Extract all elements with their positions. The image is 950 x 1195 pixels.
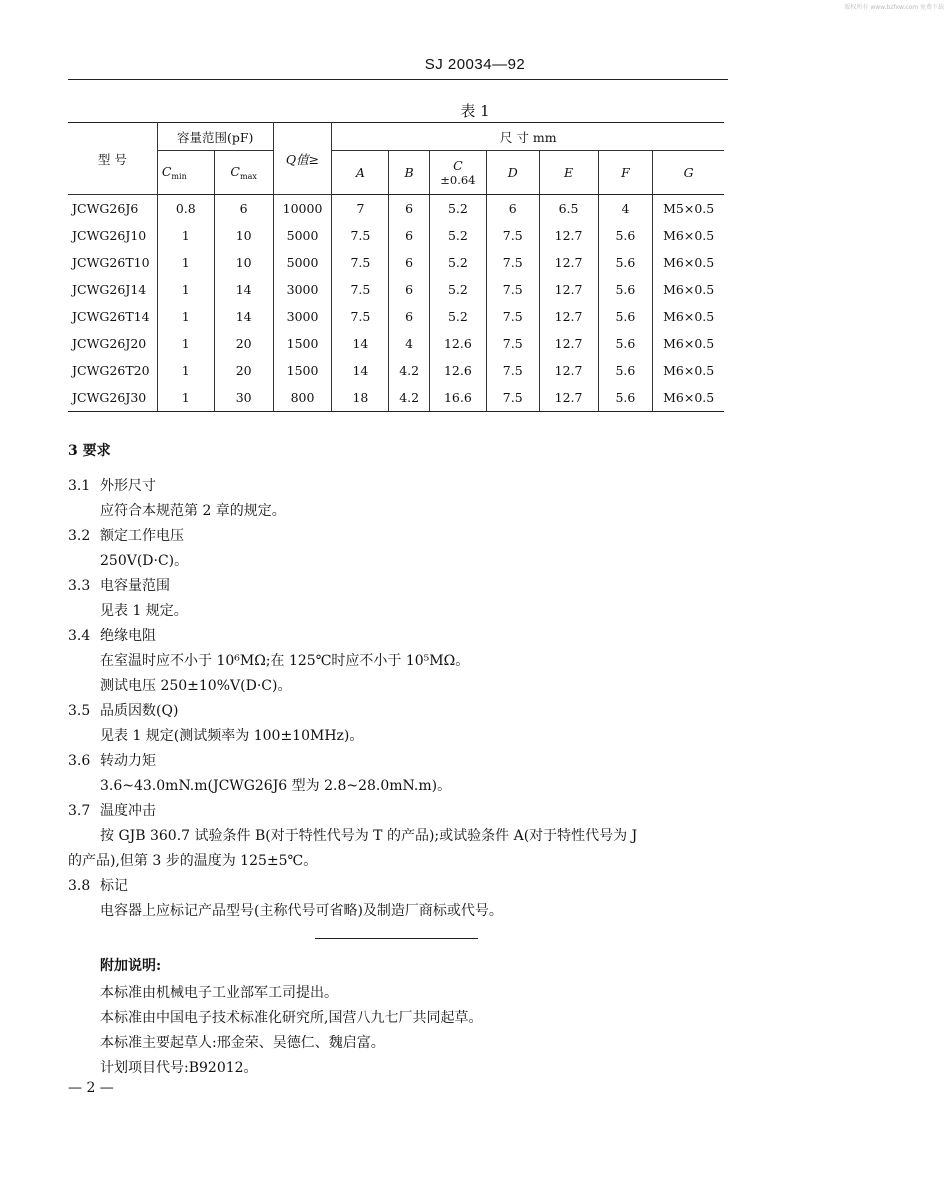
requirement-number: 3.5 <box>68 703 91 719</box>
model-cell: JCWG26J20 <box>68 330 157 357</box>
appendix-line: 本标准主要起草人:邢金荣、吴德仁、魏启富。 <box>100 1035 385 1051</box>
value-cell: 7 <box>332 195 389 223</box>
value-cell: 1 <box>157 303 214 330</box>
model-cell: JCWG26T14 <box>68 303 157 330</box>
value-cell: 30 <box>214 384 273 412</box>
value-cell: 12.7 <box>539 330 598 357</box>
table-row <box>68 303 724 330</box>
header-dim-e: E <box>539 151 598 195</box>
model-cell: JCWG26J30 <box>68 384 157 412</box>
value-cell: 7.5 <box>486 249 539 276</box>
requirement-heading <box>68 525 184 545</box>
value-cell: 5000 <box>273 222 332 249</box>
requirement-title: 转动力矩 <box>100 753 156 769</box>
value-cell: 1 <box>157 249 214 276</box>
header-q-value: Q值≥ <box>273 123 332 195</box>
requirement-body: 的产品),但第 3 步的温度为 125±5℃。 <box>68 853 318 869</box>
header-dim-d: D <box>486 151 539 195</box>
document-code: SJ 20034—92 <box>424 56 526 73</box>
value-cell: M6×0.5 <box>653 357 724 384</box>
value-cell: 6 <box>486 195 539 223</box>
value-cell: 7.5 <box>486 303 539 330</box>
value-cell: 1500 <box>273 357 332 384</box>
table-row <box>68 249 724 276</box>
appendix-title: 附加说明: <box>100 958 162 974</box>
requirement-number: 3.1 <box>68 478 91 494</box>
requirement-body: 应符合本规范第 2 章的规定。 <box>100 503 286 519</box>
value-cell: 6 <box>389 249 430 276</box>
value-cell: 12.6 <box>429 357 486 384</box>
value-cell: 1 <box>157 384 214 412</box>
appendix-line: 本标准由机械电子工业部军工司提出。 <box>100 985 338 1001</box>
value-cell: 14 <box>214 303 273 330</box>
requirement-heading <box>68 875 128 895</box>
value-cell: 1 <box>157 357 214 384</box>
value-cell: 6 <box>389 195 430 223</box>
header-dim-c: C ±0.64 <box>429 151 486 195</box>
table-row <box>68 384 724 412</box>
requirement-body: 按 GJB 360.7 试验条件 B(对于特性代号为 T 的产品);或试验条件 A(对于特性代号为 J <box>100 828 638 844</box>
value-cell: 5.6 <box>598 276 653 303</box>
requirement-title: 外形尺寸 <box>100 478 156 494</box>
value-cell: 12.7 <box>539 249 598 276</box>
requirement-body: 在室温时应不小于 10⁶MΩ;在 125℃时应不小于 10⁵MΩ。 <box>100 653 470 669</box>
value-cell: 12.7 <box>539 222 598 249</box>
value-cell: 14 <box>332 357 389 384</box>
requirement-heading <box>68 750 156 770</box>
table-row <box>68 222 724 249</box>
requirement-number: 3.8 <box>68 878 91 894</box>
requirement-heading <box>68 700 178 720</box>
table-row <box>68 195 724 223</box>
value-cell: 5.2 <box>429 249 486 276</box>
value-cell: 7.5 <box>486 330 539 357</box>
value-cell: 12.7 <box>539 384 598 412</box>
requirement-body: 见表 1 规定。 <box>100 603 188 619</box>
value-cell: 10 <box>214 222 273 249</box>
value-cell: 5.2 <box>429 195 486 223</box>
requirement-number: 3.7 <box>68 803 91 819</box>
header-cmax: $C_{max}$ <box>214 151 273 195</box>
requirement-heading <box>68 575 170 595</box>
value-cell: 18 <box>332 384 389 412</box>
header-rule <box>68 79 728 80</box>
value-cell: M6×0.5 <box>653 276 724 303</box>
requirement-title: 温度冲击 <box>100 803 156 819</box>
value-cell: 3000 <box>273 276 332 303</box>
value-cell: 6 <box>214 195 273 223</box>
model-cell: JCWG26T20 <box>68 357 157 384</box>
value-cell: 5.2 <box>429 276 486 303</box>
value-cell: 5.2 <box>429 222 486 249</box>
value-cell: 10 <box>214 249 273 276</box>
header-dim-a: A <box>332 151 389 195</box>
value-cell: 12.7 <box>539 303 598 330</box>
value-cell: 6 <box>389 303 430 330</box>
value-cell: 5.6 <box>598 384 653 412</box>
value-cell: 3000 <box>273 303 332 330</box>
value-cell: 12.7 <box>539 276 598 303</box>
requirement-title: 标记 <box>100 878 128 894</box>
appendix-line: 计划项目代号:B92012。 <box>100 1060 258 1076</box>
value-cell: 16.6 <box>429 384 486 412</box>
requirement-heading <box>68 625 156 645</box>
value-cell: 5.6 <box>598 222 653 249</box>
model-cell: JCWG26J10 <box>68 222 157 249</box>
value-cell: 7.5 <box>486 384 539 412</box>
watermark: 版权所有 www.bzfxw.com 免费下载 <box>844 4 944 11</box>
value-cell: 20 <box>214 330 273 357</box>
value-cell: 4.2 <box>389 357 430 384</box>
value-cell: M6×0.5 <box>653 222 724 249</box>
requirement-heading <box>68 475 156 495</box>
value-cell: 7.5 <box>332 249 389 276</box>
value-cell: 6 <box>389 276 430 303</box>
value-cell: 14 <box>214 276 273 303</box>
value-cell: 6.5 <box>539 195 598 223</box>
value-cell: 7.5 <box>486 276 539 303</box>
model-cell: JCWG26J14 <box>68 276 157 303</box>
header-dimensions: 尺 寸 mm <box>332 123 724 151</box>
value-cell: M5×0.5 <box>653 195 724 223</box>
value-cell: 5.6 <box>598 303 653 330</box>
separator-rule <box>315 938 478 939</box>
table-row <box>68 330 724 357</box>
requirement-title: 品质因数(Q) <box>100 703 179 719</box>
value-cell: 20 <box>214 357 273 384</box>
value-cell: 7.5 <box>332 303 389 330</box>
header-dim-f: F <box>598 151 653 195</box>
requirement-number: 3.6 <box>68 753 91 769</box>
header-dim-g: G <box>653 151 724 195</box>
requirement-body: 3.6~43.0mN.m(JCWG26J6 型为 2.8~28.0mN.m)。 <box>100 778 452 794</box>
header-capacity-range: 容量范围(pF) <box>157 123 273 151</box>
appendix-line: 本标准由中国电子技术标准化研究所,国营八九七厂共同起草。 <box>100 1010 483 1026</box>
value-cell: 7.5 <box>486 357 539 384</box>
requirement-title: 额定工作电压 <box>100 528 184 544</box>
value-cell: 12.7 <box>539 357 598 384</box>
value-cell: 5.6 <box>598 357 653 384</box>
value-cell: 10000 <box>273 195 332 223</box>
value-cell: 12.6 <box>429 330 486 357</box>
requirement-body: 见表 1 规定(测试频率为 100±10MHz)。 <box>100 728 364 744</box>
value-cell: 7.5 <box>332 276 389 303</box>
requirement-body: 测试电压 250±10%V(D·C)。 <box>100 678 292 694</box>
value-cell: M6×0.5 <box>653 249 724 276</box>
value-cell: M6×0.5 <box>653 303 724 330</box>
header-dim-b: B <box>389 151 430 195</box>
value-cell: 0.8 <box>157 195 214 223</box>
requirement-title: 电容量范围 <box>100 578 170 594</box>
requirement-number: 3.3 <box>68 578 91 594</box>
table-title: 表 1 <box>460 102 490 120</box>
value-cell: 1 <box>157 222 214 249</box>
page-number: — 2 — <box>68 1080 114 1096</box>
requirement-number: 3.2 <box>68 528 91 544</box>
value-cell: M6×0.5 <box>653 330 724 357</box>
value-cell: 5.6 <box>598 249 653 276</box>
requirement-body: 电容器上应标记产品型号(主称代号可省略)及制造厂商标或代号。 <box>100 903 503 919</box>
value-cell: 7.5 <box>486 222 539 249</box>
model-cell: JCWG26J6 <box>68 195 157 223</box>
value-cell: 5.2 <box>429 303 486 330</box>
value-cell: 6 <box>389 222 430 249</box>
requirement-number: 3.4 <box>68 628 91 644</box>
header-model: 型 号 <box>68 123 157 195</box>
table-row <box>68 357 724 384</box>
requirement-heading <box>68 800 156 820</box>
table-row <box>68 276 724 303</box>
value-cell: 5000 <box>273 249 332 276</box>
value-cell: 4 <box>389 330 430 357</box>
value-cell: 14 <box>332 330 389 357</box>
value-cell: 5.6 <box>598 330 653 357</box>
value-cell: 800 <box>273 384 332 412</box>
value-cell: 1 <box>157 330 214 357</box>
value-cell: 1500 <box>273 330 332 357</box>
value-cell: M6×0.5 <box>653 384 724 412</box>
requirement-title: 绝缘电阻 <box>100 628 156 644</box>
value-cell: 1 <box>157 276 214 303</box>
header-cmin: $C_{min}$ <box>157 151 214 195</box>
section-3-heading: 3 要求 <box>68 443 111 459</box>
value-cell: 4.2 <box>389 384 430 412</box>
requirement-body: 250V(D·C)。 <box>100 553 189 569</box>
model-cell: JCWG26T10 <box>68 249 157 276</box>
value-cell: 4 <box>598 195 653 223</box>
spec-table <box>68 122 724 412</box>
value-cell: 7.5 <box>332 222 389 249</box>
